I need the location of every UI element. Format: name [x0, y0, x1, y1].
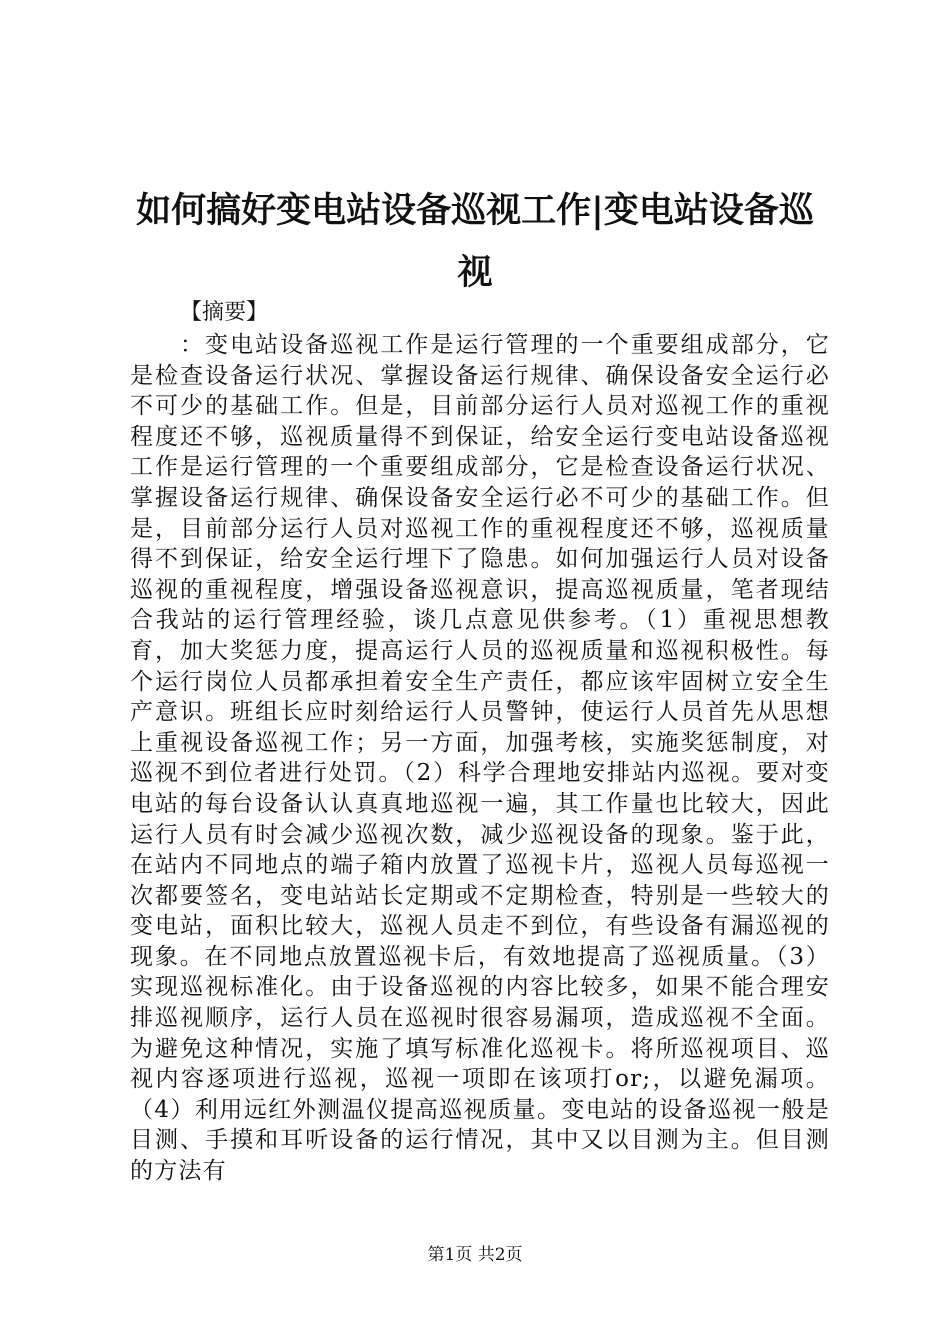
body-paragraph: ：变电站设备巡视工作是运行管理的一个重要组成部分，它是检查设备运行状况、掌握设备运行规律、确保设备安全运行必不可少的基础工作。但是，目前部分运行人员对巡视工作的重视程度还不够，巡视质量得不到保证，给安全运行变电站设备巡视工作是运行管理的一个重要组成部分，它是检查设备运行状况、掌握设备运行规律、确保设备安全运行必不可少的基础工作。但是，目前部分运行人员对巡视工作的重视程度还不够，巡视质量得不到保证，给安全运行埋下了隐患。如何加强运行人员对设备巡视的重视程度，增强设备巡视意识，提高巡视质量，笔者现结合我站的运行管理经验，谈几点意见供参考。（1）重视思想教育，加大奖惩力度，提高运行人员的巡视质量和巡视积极性。每个运行岗位人员都承担着安全生产责任，都应该牢固树立安全生产意识。班组长应时刻给运行人员警钟，使运行人员首先从思想上重视设备巡视工作；另一方面，加强考核，实施奖惩制度，对巡视不到位者进行处罚。（2）科学合理地安排站内巡视。要对变电站的每台设备认认真真地巡视一遍，其工作量也比较大，因此运行人员有时会减少巡视次数，减少巡视设备的现象。鉴于此，在站内不同地点的端子箱内放置了巡视卡片，巡视人员每巡视一次都要签名，变电站站长定期或不定期检查，特别是一些较大的变电站，面积比较大，巡视人员走不到位，有些设备有漏巡视的现象。在不同地点放置巡视卡后，有效地提高了巡视质量。（3）实现巡视标准化。由于设备巡视的内容比较多，如果不能合理安排巡视顺序，运行人员在巡视时很容易漏项，造成巡视不全面。为避免这种情况，实施了填写标准化巡视卡。将所巡视项目、巡视内容逐项进行巡视，巡视一项即在该项打or;，以避免漏项。（4）利用远红外测温仪提高巡视质量。变电站的设备巡视一般是目测、手摸和耳听设备的运行情况，其中又以目测为主。但目测的方法有 [130, 332, 830, 1185]
page-footer: 第1页 共2页 [427, 1245, 523, 1265]
document-title: 如何搞好变电站设备巡视工作|变电站设备巡视 [136, 190, 814, 293]
abstract-label: 【摘要】 [180, 300, 269, 325]
